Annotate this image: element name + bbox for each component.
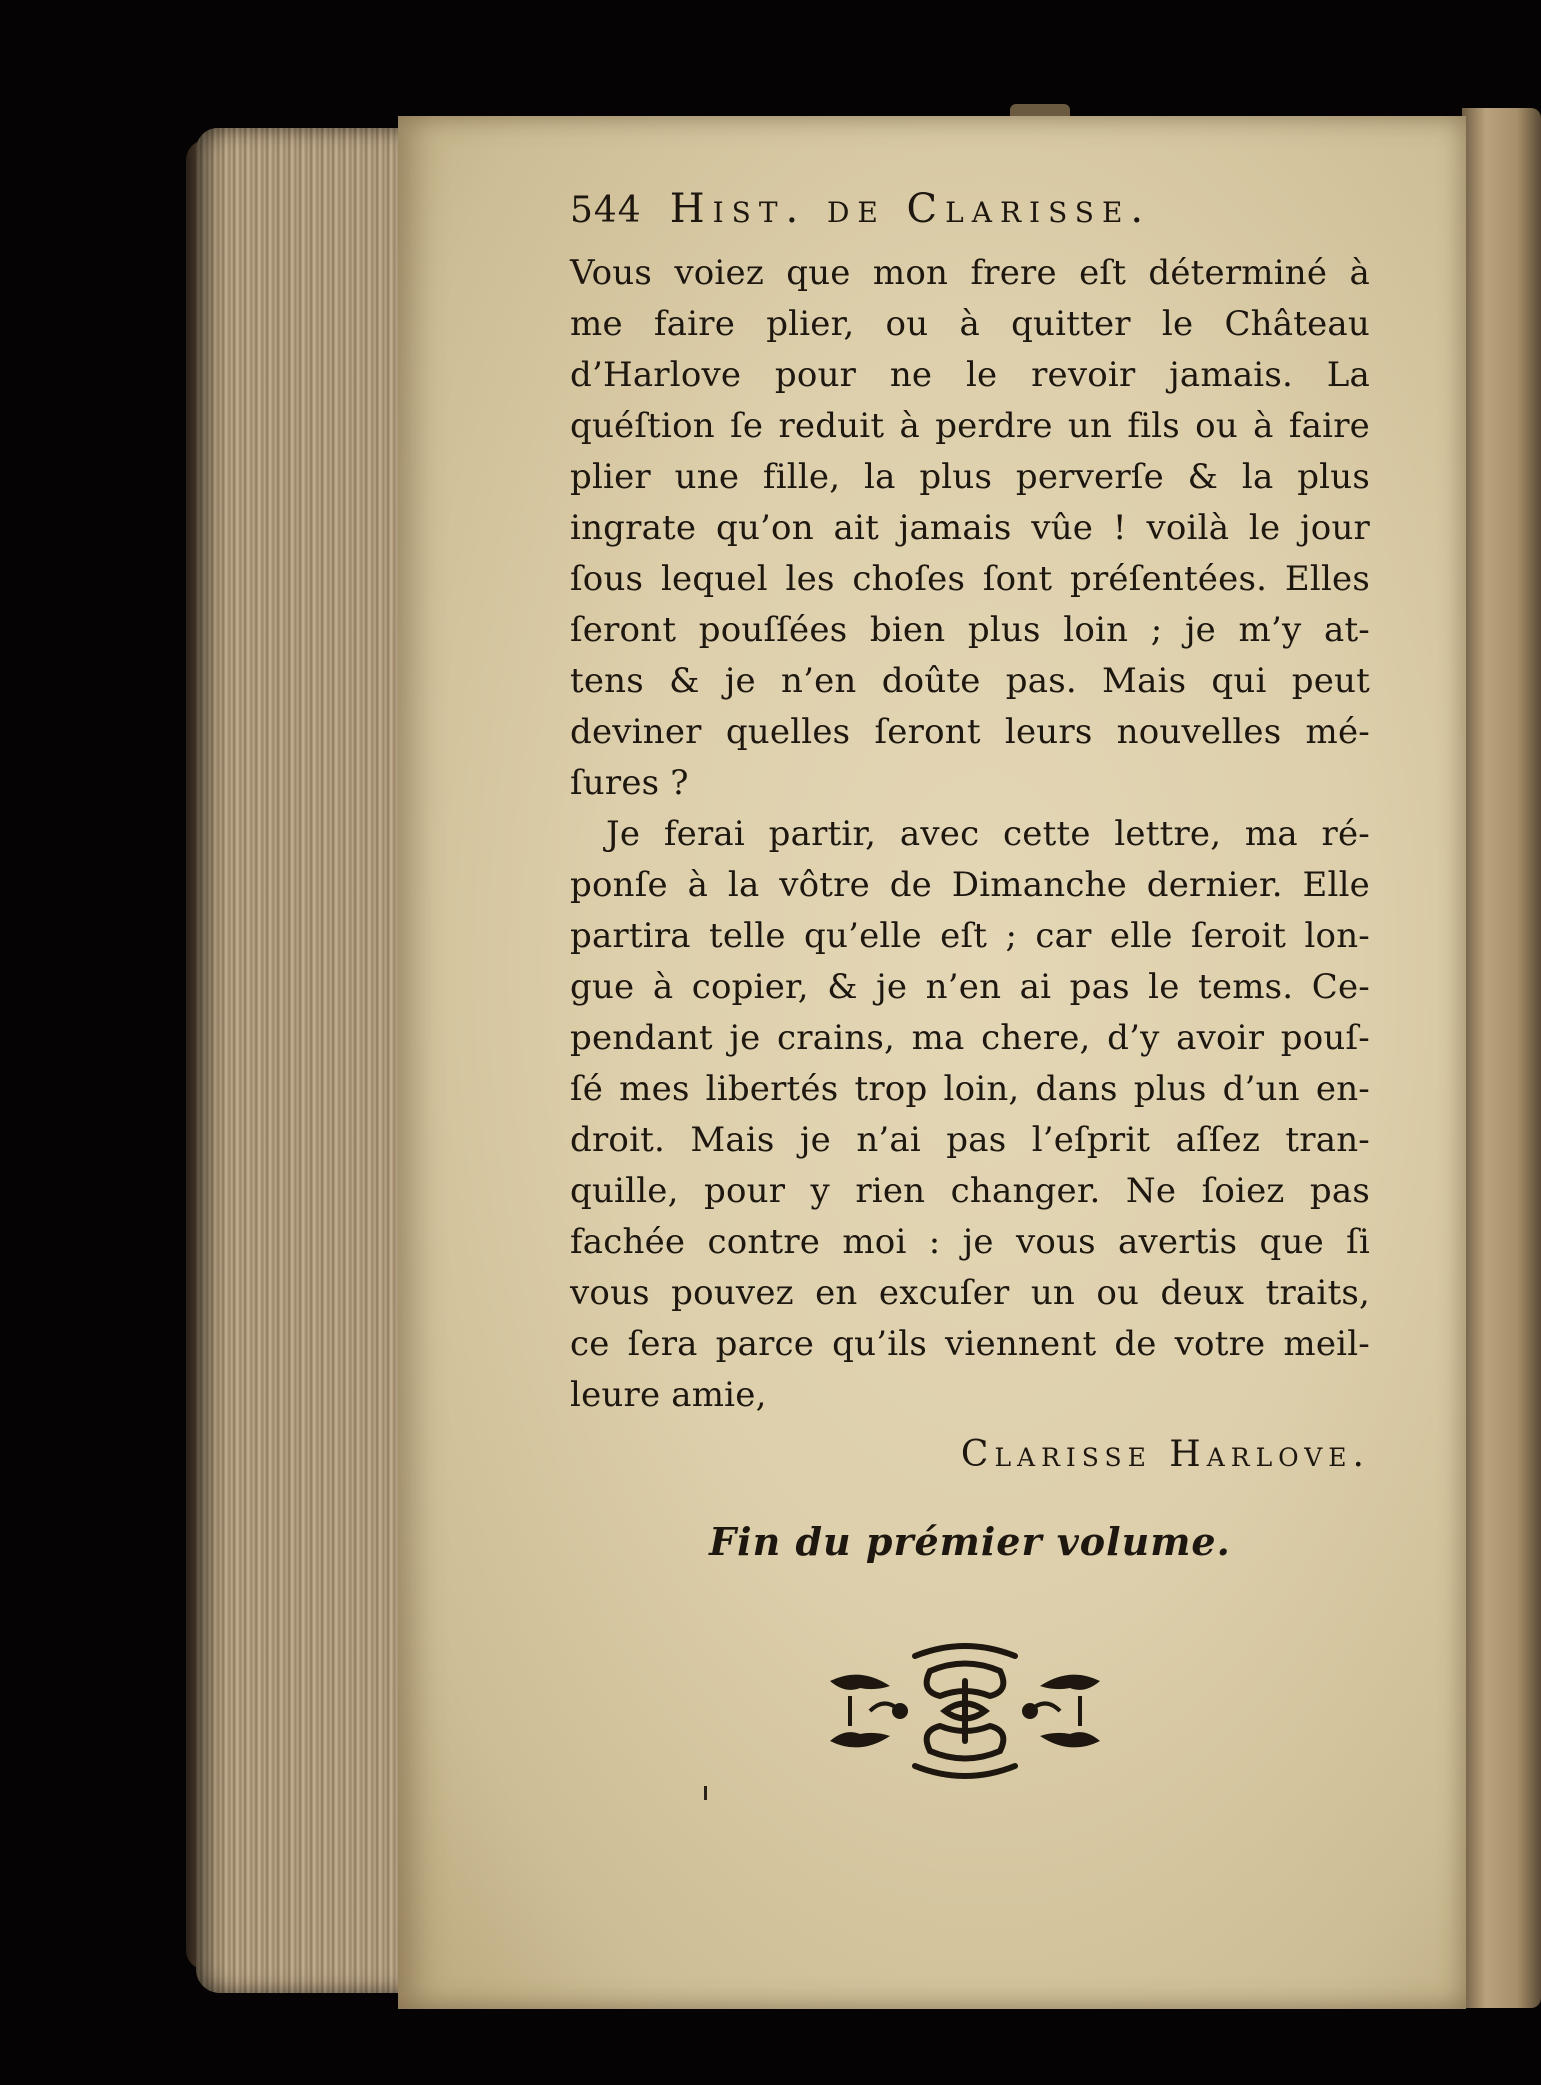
text-line: quille, pour y rien changer. Ne ſoiez pas: [570, 1171, 1370, 1211]
text-line: tens & je n’en doûte pas. Mais qui peut: [570, 661, 1370, 701]
text-line: Je ferai partir, avec cette lettre, ma ré-: [606, 814, 1370, 854]
running-title: Hist. de Clarisse.: [669, 186, 1152, 232]
running-head: [570, 186, 1370, 248]
printers-ornament: [820, 1636, 1110, 1786]
text-line: ce ſera parce qu’ils viennent de votre meil-: [570, 1324, 1370, 1364]
ink-speck: [704, 1786, 707, 1800]
text-line: deviner quelles ſeront leurs nouvelles mé-: [570, 712, 1370, 752]
text-line: partira telle qu’elle eſt ; car elle ſeroit lon-: [570, 916, 1370, 956]
text-line: quéſtion ſe reduit à perdre un fils ou à faire: [570, 406, 1370, 446]
page-text: [570, 186, 1370, 1564]
closing-line: Fin du prémier volume.: [709, 1519, 1231, 1564]
body-text: [570, 248, 1370, 1421]
text-line: ſé mes libertés trop loin, dans plus d’un en-: [570, 1069, 1370, 1109]
text-line: Vous voiez que mon frere eſt déterminé à: [570, 253, 1370, 293]
text-line: ponſe à la vôtre de Dimanche dernier. Elle: [570, 865, 1370, 905]
signature: Clarisse Harlove.: [960, 1434, 1370, 1475]
text-line: ſeront pouſſées bien plus loin ; je m’y at-: [570, 610, 1370, 650]
page-number: 544: [570, 190, 642, 231]
page-edges: [196, 128, 406, 1993]
text-line: ſous lequel les choſes ſont préſentées. Elles: [570, 559, 1370, 599]
text-line: ingrate qu’on ait jamais vûe ! voilà le jour: [570, 508, 1370, 548]
text-line: ſures ?: [570, 763, 689, 803]
text-line: plier une fille, la plus perverſe & la plus: [570, 457, 1370, 497]
text-line: d’Harlove pour ne le revoir jamais. La: [570, 355, 1370, 395]
text-line: droit. Mais je n’ai pas l’eſprit aſſez tran-: [570, 1120, 1370, 1160]
text-line: leure amie,: [570, 1375, 767, 1415]
text-line: me faire plier, ou à quitter le Château: [570, 304, 1370, 344]
text-line: vous pouvez en excuſer un ou deux traits,: [570, 1273, 1370, 1313]
text-line: pendant je crains, ma chere, d’y avoir pouſ-: [570, 1018, 1370, 1058]
text-line: fachée contre moi : je vous avertis que ſi: [570, 1222, 1370, 1262]
facing-page-edge: [1462, 108, 1541, 2008]
text-line: gue à copier, & je n’en ai pas le tems. Ce-: [570, 967, 1370, 1007]
